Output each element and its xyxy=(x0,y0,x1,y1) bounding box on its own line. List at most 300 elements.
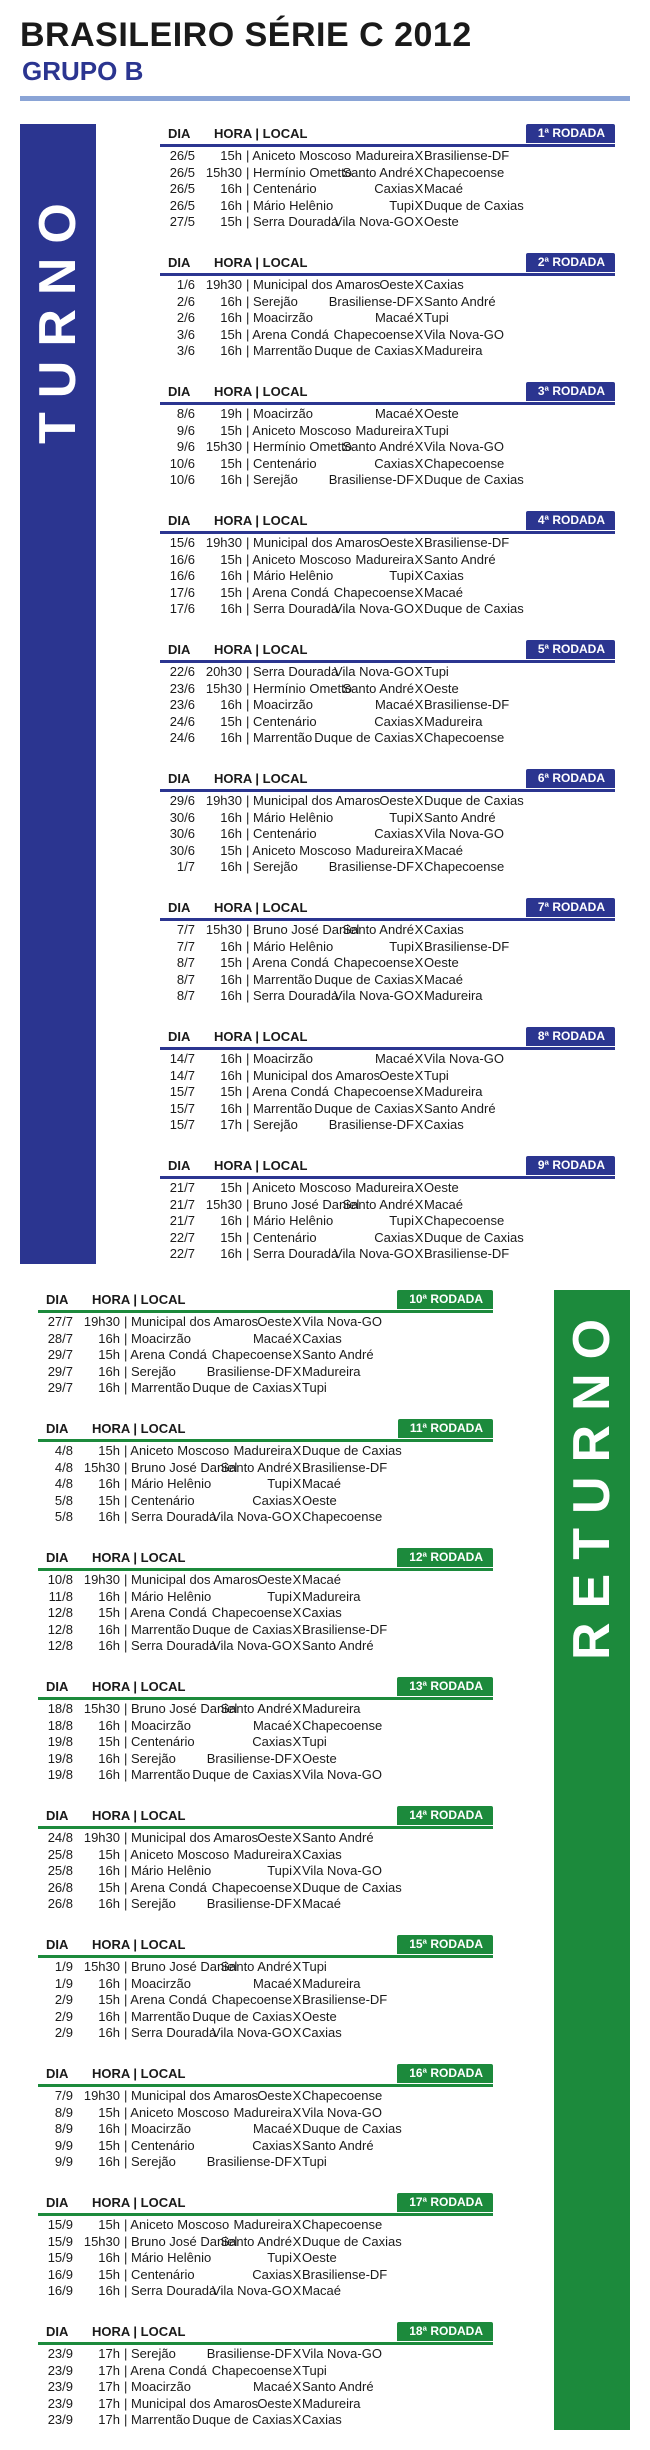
game-row xyxy=(38,2025,493,2042)
round-header xyxy=(160,1156,615,1176)
home-team: Brasiliense-DF xyxy=(206,1896,292,1911)
away-team: Oeste xyxy=(424,406,459,421)
game-venue: | Serejão xyxy=(124,1896,176,1913)
away-team: Vila Nova-GO xyxy=(302,2346,382,2361)
away-team: Chapecoense xyxy=(424,455,505,471)
game-venue: | Mário Helênio xyxy=(124,1863,211,1880)
versus-mark: X xyxy=(414,859,424,874)
games-list xyxy=(38,1830,493,1913)
game-row xyxy=(38,1347,493,1364)
game-row xyxy=(38,1847,493,1864)
away-team: Oeste xyxy=(424,955,459,970)
away-team: Madureira xyxy=(302,1975,361,1991)
games-list xyxy=(160,535,615,618)
game-row xyxy=(160,165,615,182)
away-team: Santo André xyxy=(424,1100,496,1116)
round-rule xyxy=(160,1047,615,1050)
home-team: Santo André xyxy=(220,1459,292,1475)
game-date: 3/6 xyxy=(176,343,195,358)
game-time: 15h30 xyxy=(205,439,242,454)
game-time: 17h xyxy=(98,2395,120,2411)
game-venue: | Bruno José Daniel xyxy=(124,1959,237,1976)
game-time: 15h xyxy=(220,148,242,163)
home-team: Caxias xyxy=(374,455,414,471)
game-time: 16h xyxy=(98,2250,120,2265)
game-venue: | Centenário xyxy=(246,1230,317,1247)
game-time: 15h xyxy=(98,2104,120,2120)
game-row xyxy=(38,1331,493,1348)
versus-mark: X xyxy=(414,955,424,970)
game-time: 17h xyxy=(98,2379,120,2394)
away-team: Vila Nova-GO xyxy=(302,1863,382,1878)
home-team: Chapecoense xyxy=(333,326,414,342)
versus-mark: X xyxy=(292,1846,302,1862)
home-team: Brasiliense-DF xyxy=(328,1117,414,1132)
game-date: 8/7 xyxy=(176,988,195,1003)
versus-mark: X xyxy=(292,1605,302,1620)
round-rule xyxy=(160,918,615,921)
round-rule xyxy=(160,402,615,405)
game-time: 15h xyxy=(220,713,242,729)
home-team: Vila Nova-GO xyxy=(334,988,414,1003)
game-venue: | Marrentão xyxy=(246,972,312,989)
home-team: Duque de Caxias xyxy=(314,1100,414,1116)
round-badge: 4ª RODADA xyxy=(526,511,615,530)
game-row xyxy=(160,972,615,989)
home-team: Duque de Caxias xyxy=(314,730,414,745)
home-team: Madureira xyxy=(355,422,414,438)
col-hora-local-header: HORA | LOCAL xyxy=(214,126,308,141)
returno-section-bar xyxy=(554,1290,630,2430)
home-team: Caxias xyxy=(374,713,414,729)
away-team: Caxias xyxy=(302,2412,342,2427)
versus-mark: X xyxy=(414,568,424,583)
game-date: 9/9 xyxy=(54,2154,73,2169)
game-time: 16h xyxy=(220,343,242,358)
game-time: 19h30 xyxy=(83,1830,120,1845)
game-venue: | Moacirzão xyxy=(124,2379,191,2396)
game-venue: | Hermínio Ometto xyxy=(246,681,352,698)
round-14 xyxy=(38,1806,493,1913)
game-time: 16h xyxy=(220,730,242,745)
game-date: 17/6 xyxy=(169,584,195,600)
round-2 xyxy=(160,253,615,360)
game-date: 14/7 xyxy=(169,1051,195,1066)
home-team: Santo André xyxy=(342,164,414,180)
versus-mark: X xyxy=(414,826,424,841)
away-team: Chapecoense xyxy=(424,1213,505,1228)
away-team: Caxias xyxy=(302,1846,342,1862)
away-team: Duque de Caxias xyxy=(424,472,524,487)
game-row xyxy=(160,198,615,215)
game-time: 16h xyxy=(220,601,242,616)
game-row xyxy=(38,2379,493,2396)
col-hora-local-header: HORA | LOCAL xyxy=(214,255,308,270)
game-venue: | Centenário xyxy=(246,456,317,473)
game-date: 16/6 xyxy=(169,551,195,567)
col-hora-local-header: HORA | LOCAL xyxy=(92,1808,186,1823)
game-time: 16h xyxy=(98,1638,120,1653)
home-team: Madureira xyxy=(355,842,414,858)
turno-section-bar xyxy=(20,124,96,1264)
game-time: 16h xyxy=(220,1246,242,1261)
game-date: 21/7 xyxy=(169,1180,195,1195)
versus-mark: X xyxy=(414,439,424,454)
versus-mark: X xyxy=(292,2362,302,2378)
game-venue: | Centenário xyxy=(246,714,317,731)
game-venue: | Aniceto Moscoso xyxy=(124,1847,229,1864)
game-date: 7/9 xyxy=(54,2088,73,2103)
round-badge: 11ª RODADA xyxy=(398,1419,493,1438)
game-venue: | Serejão xyxy=(246,294,298,311)
game-venue: | Centenário xyxy=(124,2267,195,2284)
game-date: 25/8 xyxy=(47,1863,73,1878)
away-team: Duque de Caxias xyxy=(424,601,524,616)
game-date: 16/9 xyxy=(47,2266,73,2282)
versus-mark: X xyxy=(292,1621,302,1637)
games-list xyxy=(38,2088,493,2171)
away-team: Chapecoense xyxy=(424,164,505,180)
home-team: Brasiliense-DF xyxy=(206,2154,292,2169)
game-venue: | Serra Dourada xyxy=(124,1509,216,1526)
away-team: Brasiliense-DF xyxy=(302,1621,388,1637)
away-team: Macaé xyxy=(302,1896,342,1911)
versus-mark: X xyxy=(292,1588,302,1604)
game-venue: | Bruno José Daniel xyxy=(124,1460,237,1477)
round-rule xyxy=(38,1826,493,1829)
versus-mark: X xyxy=(292,2346,302,2361)
games-list xyxy=(160,664,615,747)
game-row xyxy=(38,1734,493,1751)
game-row xyxy=(160,1230,615,1247)
game-time: 19h30 xyxy=(83,2088,120,2103)
versus-mark: X xyxy=(292,1380,302,1395)
home-team: Duque de Caxias xyxy=(192,1621,292,1637)
game-row xyxy=(160,714,615,731)
col-hora-local-header: HORA | LOCAL xyxy=(214,900,308,915)
round-badge: 14ª RODADA xyxy=(397,1806,493,1825)
game-time: 15h30 xyxy=(83,1701,120,1716)
games-list xyxy=(38,1959,493,2042)
versus-mark: X xyxy=(414,1084,424,1099)
round-11 xyxy=(38,1419,493,1526)
col-dia-header: DIA xyxy=(168,1158,191,1173)
game-time: 16h xyxy=(98,1380,120,1395)
versus-mark: X xyxy=(414,1196,424,1212)
home-team: Santo André xyxy=(342,1196,414,1212)
home-team: Caxias xyxy=(374,1229,414,1245)
round-header xyxy=(38,2322,493,2342)
col-dia-header: DIA xyxy=(168,384,191,399)
col-dia-header: DIA xyxy=(168,126,191,141)
away-team: Macaé xyxy=(424,1196,464,1212)
game-row xyxy=(160,277,615,294)
col-hora-local-header: HORA | LOCAL xyxy=(214,642,308,657)
game-time: 15h xyxy=(98,1347,120,1362)
game-date: 23/9 xyxy=(47,2362,73,2378)
home-team: Tupi xyxy=(267,2250,292,2265)
game-date: 22/7 xyxy=(169,1229,195,1245)
game-row xyxy=(38,2121,493,2138)
game-date: 27/7 xyxy=(47,1314,73,1329)
col-dia-header: DIA xyxy=(168,900,191,915)
game-venue: | Municipal dos Amaros xyxy=(124,1314,258,1331)
away-team: Tupi xyxy=(302,1734,327,1749)
game-date: 19/8 xyxy=(47,1767,73,1782)
away-team: Brasiliense-DF xyxy=(302,2266,388,2282)
home-team: Tupi xyxy=(389,1213,414,1228)
game-date: 15/7 xyxy=(169,1100,195,1116)
away-team: Caxias xyxy=(302,1605,342,1620)
round-rule xyxy=(160,660,615,663)
round-header xyxy=(38,1935,493,1955)
away-team: Duque de Caxias xyxy=(302,2121,402,2136)
game-time: 15h xyxy=(98,1846,120,1862)
away-team: Oeste xyxy=(424,1180,459,1195)
col-hora-local-header: HORA | LOCAL xyxy=(92,2066,186,2081)
game-row xyxy=(38,1589,493,1606)
round-header xyxy=(38,1290,493,1310)
game-venue: | Serra Dourada xyxy=(124,2025,216,2042)
home-team: Vila Nova-GO xyxy=(334,601,414,616)
col-hora-local-header: HORA | LOCAL xyxy=(92,1292,186,1307)
versus-mark: X xyxy=(414,922,424,937)
game-time: 16h xyxy=(98,2283,120,2298)
game-date: 15/7 xyxy=(169,1117,195,1132)
versus-mark: X xyxy=(292,2379,302,2394)
round-rule xyxy=(160,531,615,534)
game-venue: | Serra Dourada xyxy=(246,601,338,618)
round-9 xyxy=(160,1156,615,1263)
game-date: 22/6 xyxy=(169,664,195,679)
game-time: 17h xyxy=(98,2362,120,2378)
game-row xyxy=(160,535,615,552)
game-date: 26/5 xyxy=(169,148,195,163)
game-venue: | Serejão xyxy=(246,1117,298,1134)
versus-mark: X xyxy=(292,1701,302,1716)
game-time: 16h xyxy=(220,826,242,841)
game-venue: | Mário Helênio xyxy=(246,939,333,956)
away-team: Chapecoense xyxy=(302,2217,383,2232)
round-10 xyxy=(38,1290,493,1397)
game-date: 12/8 xyxy=(47,1605,73,1620)
game-time: 19h xyxy=(220,406,242,421)
versus-mark: X xyxy=(414,601,424,616)
game-row xyxy=(160,214,615,231)
game-venue: | Centenário xyxy=(124,1734,195,1751)
home-team: Tupi xyxy=(389,809,414,825)
away-team: Duque de Caxias xyxy=(424,1229,524,1245)
home-team: Duque de Caxias xyxy=(192,1380,292,1395)
game-time: 15h xyxy=(98,1992,120,2007)
away-team: Santo André xyxy=(302,2379,374,2394)
game-venue: | Marrentão xyxy=(246,1101,312,1118)
versus-mark: X xyxy=(414,148,424,163)
game-time: 17h xyxy=(98,2412,120,2427)
game-venue: | Serejão xyxy=(124,2154,176,2171)
game-time: 15h xyxy=(220,326,242,342)
game-venue: | Serra Dourada xyxy=(246,214,338,231)
game-venue: | Marrentão xyxy=(124,1380,190,1397)
game-date: 22/7 xyxy=(169,1246,195,1261)
home-team: Santo André xyxy=(342,439,414,454)
home-team: Caxias xyxy=(374,826,414,841)
col-dia-header: DIA xyxy=(46,2066,69,2081)
away-team: Madureira xyxy=(302,2395,361,2411)
game-venue: | Arena Condá xyxy=(124,1347,207,1364)
round-rule xyxy=(38,2213,493,2216)
game-date: 1/6 xyxy=(176,277,195,292)
away-team: Duque de Caxias xyxy=(302,1879,402,1895)
game-time: 16h xyxy=(98,1363,120,1379)
game-time: 15h xyxy=(220,214,242,229)
home-team: Vila Nova-GO xyxy=(212,1638,292,1653)
game-row xyxy=(38,1380,493,1397)
game-row xyxy=(38,1572,493,1589)
round-header xyxy=(160,640,615,660)
round-badge: 13ª RODADA xyxy=(397,1677,493,1696)
game-venue: | Serejão xyxy=(246,472,298,489)
home-team: Santo André xyxy=(220,1701,292,1716)
game-time: 15h30 xyxy=(205,164,242,180)
away-team: Madureira xyxy=(424,988,483,1003)
game-venue: | Mário Helênio xyxy=(124,1476,211,1493)
round-badge: 15ª RODADA xyxy=(397,1935,493,1954)
versus-mark: X xyxy=(292,2121,302,2136)
game-time: 16h xyxy=(220,197,242,213)
round-header xyxy=(38,2193,493,2213)
home-team: Macaé xyxy=(374,697,414,712)
game-venue: | Aniceto Moscoso xyxy=(124,1443,229,1460)
round-rule xyxy=(38,2342,493,2345)
versus-mark: X xyxy=(414,697,424,712)
game-time: 16h xyxy=(98,1621,120,1637)
games-list xyxy=(160,148,615,231)
home-team: Chapecoense xyxy=(333,584,414,600)
home-team: Madureira xyxy=(233,1443,292,1458)
game-row xyxy=(38,1767,493,1784)
versus-mark: X xyxy=(414,730,424,745)
game-date: 23/9 xyxy=(47,2395,73,2411)
game-row xyxy=(160,810,615,827)
game-date: 24/6 xyxy=(169,713,195,729)
away-team: Madureira xyxy=(302,1701,361,1716)
game-time: 19h30 xyxy=(205,277,242,292)
game-row xyxy=(38,2217,493,2234)
versus-mark: X xyxy=(414,664,424,679)
home-team: Madureira xyxy=(233,2104,292,2120)
home-team: Brasiliense-DF xyxy=(328,472,414,487)
game-row xyxy=(38,2363,493,2380)
game-row xyxy=(160,456,615,473)
game-venue: | Municipal dos Amaros xyxy=(124,1830,258,1847)
away-team: Duque de Caxias xyxy=(424,793,524,808)
game-venue: | Arena Condá xyxy=(246,955,329,972)
game-row xyxy=(160,294,615,311)
versus-mark: X xyxy=(292,1975,302,1991)
game-time: 16h xyxy=(98,1863,120,1878)
game-date: 4/8 xyxy=(54,1459,73,1475)
game-venue: | Arena Condá xyxy=(124,1880,207,1897)
game-venue: | Bruno José Daniel xyxy=(124,1701,237,1718)
game-row xyxy=(160,406,615,423)
round-badge: 7ª RODADA xyxy=(526,898,615,917)
home-team: Tupi xyxy=(267,1588,292,1604)
game-venue: | Bruno José Daniel xyxy=(246,1197,359,1214)
game-venue: | Aniceto Moscoso xyxy=(246,843,351,860)
round-badge: 3ª RODADA xyxy=(526,382,615,401)
game-venue: | Aniceto Moscoso xyxy=(124,2105,229,2122)
game-row xyxy=(160,1246,615,1263)
game-venue: | Marrentão xyxy=(246,343,312,360)
round-rule xyxy=(38,1955,493,1958)
game-row xyxy=(160,1101,615,1118)
game-venue: | Municipal dos Amaros xyxy=(246,1068,380,1085)
versus-mark: X xyxy=(292,1734,302,1749)
game-row xyxy=(38,2154,493,2171)
home-team: Tupi xyxy=(389,938,414,954)
away-team: Brasiliense-DF xyxy=(424,697,510,712)
round-17 xyxy=(38,2193,493,2300)
versus-mark: X xyxy=(292,2088,302,2103)
game-row xyxy=(38,1638,493,1655)
game-time: 15h xyxy=(220,584,242,600)
away-team: Tupi xyxy=(302,2362,327,2378)
away-team: Chapecoense xyxy=(424,859,505,874)
game-row xyxy=(38,2088,493,2105)
game-date: 9/9 xyxy=(54,2137,73,2153)
games-list xyxy=(38,1314,493,1397)
games-list xyxy=(160,793,615,876)
game-time: 20h30 xyxy=(205,664,242,679)
game-venue: | Mário Helênio xyxy=(246,1213,333,1230)
home-team: Macaé xyxy=(374,310,414,325)
game-row xyxy=(38,2105,493,2122)
away-team: Santo André xyxy=(424,293,496,309)
game-venue: | Mário Helênio xyxy=(246,810,333,827)
game-date: 8/7 xyxy=(176,971,195,987)
versus-mark: X xyxy=(414,1100,424,1116)
home-team: Santo André xyxy=(342,680,414,696)
game-date: 17/6 xyxy=(169,601,195,616)
home-team: Tupi xyxy=(389,197,414,213)
game-time: 15h xyxy=(98,1492,120,1508)
home-team: Duque de Caxias xyxy=(192,2412,292,2427)
game-venue: | Centenário xyxy=(124,1493,195,1510)
home-team: Oeste xyxy=(257,1572,292,1587)
round-rule xyxy=(38,1310,493,1313)
game-row xyxy=(160,955,615,972)
game-time: 15h xyxy=(220,422,242,438)
home-team: Brasiliense-DF xyxy=(206,1363,292,1379)
versus-mark: X xyxy=(414,793,424,808)
game-row xyxy=(38,1701,493,1718)
games-list xyxy=(160,277,615,360)
game-date: 5/8 xyxy=(54,1509,73,1524)
round-header xyxy=(160,769,615,789)
away-team: Vila Nova-GO xyxy=(424,439,504,454)
game-date: 9/6 xyxy=(176,422,195,438)
game-time: 15h xyxy=(220,842,242,858)
col-dia-header: DIA xyxy=(46,1937,69,1952)
game-time: 19h30 xyxy=(205,535,242,550)
round-header xyxy=(38,1806,493,1826)
versus-mark: X xyxy=(414,326,424,342)
away-team: Santo André xyxy=(302,2137,374,2153)
col-dia-header: DIA xyxy=(46,2324,69,2339)
versus-mark: X xyxy=(414,214,424,229)
game-time: 16h xyxy=(220,697,242,712)
